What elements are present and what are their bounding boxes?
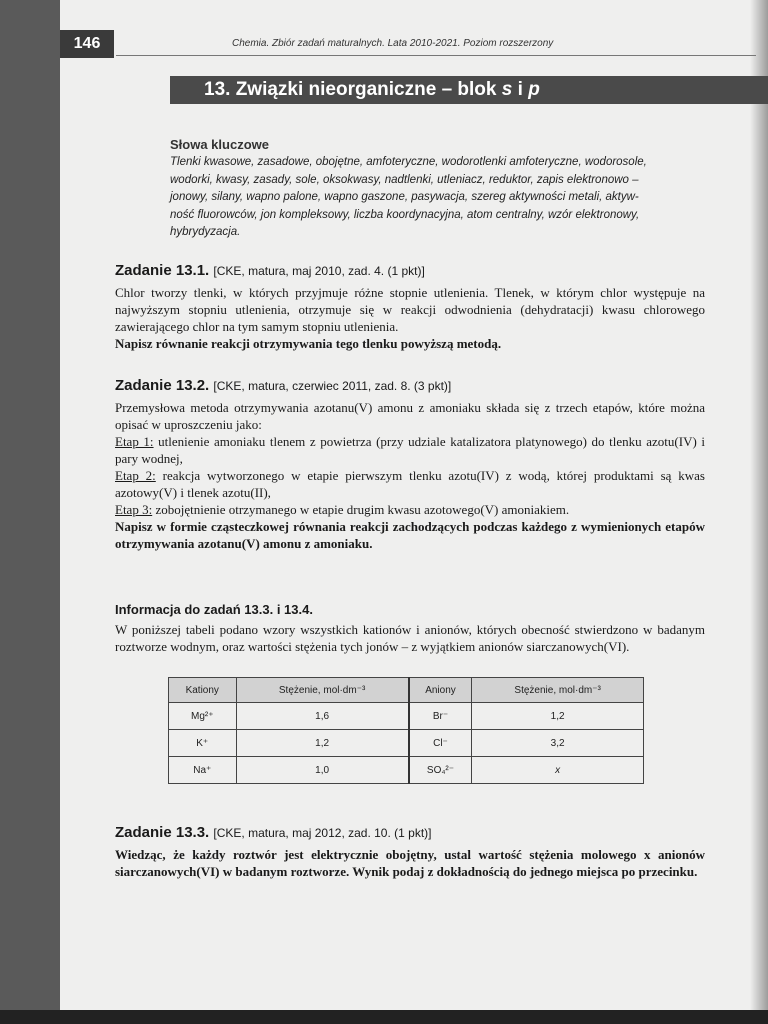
table-cell: x: [472, 757, 644, 784]
table-cell: 1,0: [236, 757, 409, 784]
keywords-line: Tlenki kwasowe, zasadowe, obojętne, amfoteryczne, wodorotlenki amfoteryczne, wodorosole,: [170, 156, 647, 168]
step-3-label: Etap 3:: [115, 502, 153, 517]
keywords-line: wodorki, kwasy, zasady, sole, oksokwasy, nadtlenki, utleniacz, reduktor, zapis elektronowo –: [170, 173, 639, 186]
chapter-title: [170, 76, 768, 104]
table-cell: Na⁺: [169, 757, 237, 784]
info-13-3-13-4: [115, 602, 705, 655]
table-cell: Mg²⁺: [169, 703, 237, 730]
table-cell: Cl⁻: [409, 730, 472, 757]
task-13-2-command: Napisz w formie cząsteczkowej równania reakcji zachodzących podczas każdego z wymienionych etapów otrzymywania azotanu(V) amonu z amoniaku.: [115, 519, 705, 551]
col-anion-conc: Stężenie, mol·dm⁻³: [472, 678, 644, 703]
keywords-line: ność fluorowców, jon kompleksowy, liczba koordynacyjna, atom centralny, wzór elektronowy,: [170, 208, 640, 221]
task-13-3-source: [CKE, matura, maj 2012, zad. 10. (1 pkt)]: [213, 826, 432, 840]
table-cell: Br⁻: [409, 703, 472, 730]
task-13-3-command: Wiedząc, że każdy roztwór jest elektrycznie obojętny, ustal wartość stężenia molowego x anionów siarczanowych(VI) w badanym roztworze. Wynik podaj z dokładnością do jednego miejsca po przecinku.: [115, 847, 705, 879]
task-13-2-title: Zadanie 13.2.: [115, 377, 210, 394]
task-13-1: [115, 262, 705, 352]
col-cations: Kationy: [169, 678, 237, 703]
task-13-3-title: Zadanie 13.3.: [115, 824, 210, 841]
task-13-2-intro: Przemysłowa metoda otrzymywania azotanu(V) amonu z amoniaku składa się z trzech etapów, które można opisać w uproszczeniu jako:: [115, 400, 705, 432]
keywords-heading: Słowa kluczowe: [170, 137, 269, 152]
table-row: [169, 757, 644, 784]
table-cell: 1,2: [472, 703, 644, 730]
table-cell: 1,2: [236, 730, 409, 757]
page-number: 146: [60, 30, 114, 58]
info-title: Informacja do zadań 13.3. i 13.4.: [115, 602, 313, 617]
keywords-block: [170, 137, 710, 242]
task-13-2-heading: [115, 377, 705, 394]
task-13-2: [115, 377, 705, 552]
step-3: [115, 501, 705, 518]
header-rule: [116, 55, 756, 56]
task-13-3-heading: [115, 824, 705, 841]
keywords-text: [170, 154, 710, 242]
table-row: [169, 730, 644, 757]
step-2-label: Etap 2:: [115, 468, 156, 483]
keywords-line: jonowy, silany, wapno palone, wapno gaszone, pasywacja, szereg aktywności metali, aktyw-: [170, 191, 639, 203]
step-1-text: utlenienie amoniaku tlenem z powietrza (przy udziale katalizatora platynowego) do tlenku azotu(IV) i pary wodnej,: [115, 434, 706, 466]
col-anions: Aniony: [409, 678, 472, 703]
keywords-line: hybrydyzacja.: [170, 226, 241, 238]
scan-bottom-edge: [0, 1010, 768, 1024]
task-13-2-source: [CKE, matura, czerwiec 2011, zad. 8. (3 pkt)]: [213, 379, 452, 393]
step-2-text: reakcja wytworzonego w etapie pierwszym tlenku azotu(IV) z wodą, której produktami są kwas azotowy(V) i tlenek azotu(II),: [115, 468, 705, 500]
table-cell: SO₄²⁻: [409, 757, 472, 784]
step-1-label: Etap 1:: [115, 434, 154, 449]
page-edge-shadow: [750, 0, 768, 1010]
info-text: W poniższej tabeli podano wzory wszystkich kationów i anionów, których obecność stwierdzono w badanym roztworze wodnym, oraz wartości stężenia tych jonów – z wyjątkiem anionów siarczanowych(VI).: [115, 622, 705, 654]
table-cell: 1,6: [236, 703, 409, 730]
chapter-title-main: 13. Związki nieorganiczne – blok: [204, 79, 502, 100]
task-13-1-source: [CKE, matura, maj 2010, zad. 4. (1 pkt)]: [213, 264, 425, 278]
chapter-title-p: p: [528, 79, 540, 100]
step-3-text: zobojętnienie otrzymanego w etapie drugim kwasu azotowego(V) amoniakiem.: [152, 502, 570, 517]
chapter-title-s: s: [501, 79, 513, 100]
task-13-1-title: Zadanie 13.1.: [115, 262, 210, 279]
chapter-title-and: i: [512, 79, 529, 100]
step-1: [115, 433, 705, 467]
table-cell: K⁺: [169, 730, 237, 757]
task-13-3: [115, 824, 705, 880]
running-head: Chemia. Zbiór zadań maturalnych. Lata 2010-2021. Poziom rozszerzony: [232, 38, 554, 49]
task-13-1-command: Napisz równanie reakcji otrzymywania tego tlenku powyższą metodą.: [115, 336, 502, 351]
task-13-1-heading: [115, 262, 705, 279]
step-2: [115, 467, 705, 501]
col-cation-conc: Stężenie, mol·dm⁻³: [236, 678, 409, 703]
ion-table-header: [169, 678, 644, 703]
ion-table: [168, 677, 644, 784]
table-row: [169, 703, 644, 730]
table-cell: 3,2: [472, 730, 644, 757]
task-13-1-text: Chlor tworzy tlenki, w których przyjmuje różne stopnie utlenienia. Tlenek, w którym chlor występuje na najwyższym stopniu utlenienia, otrzymuje się w reakcji odwodnienia (dehydratacji) kwasu chlorowego zawierającego chlor na tym samym stopniu utlenienia.: [115, 285, 705, 334]
